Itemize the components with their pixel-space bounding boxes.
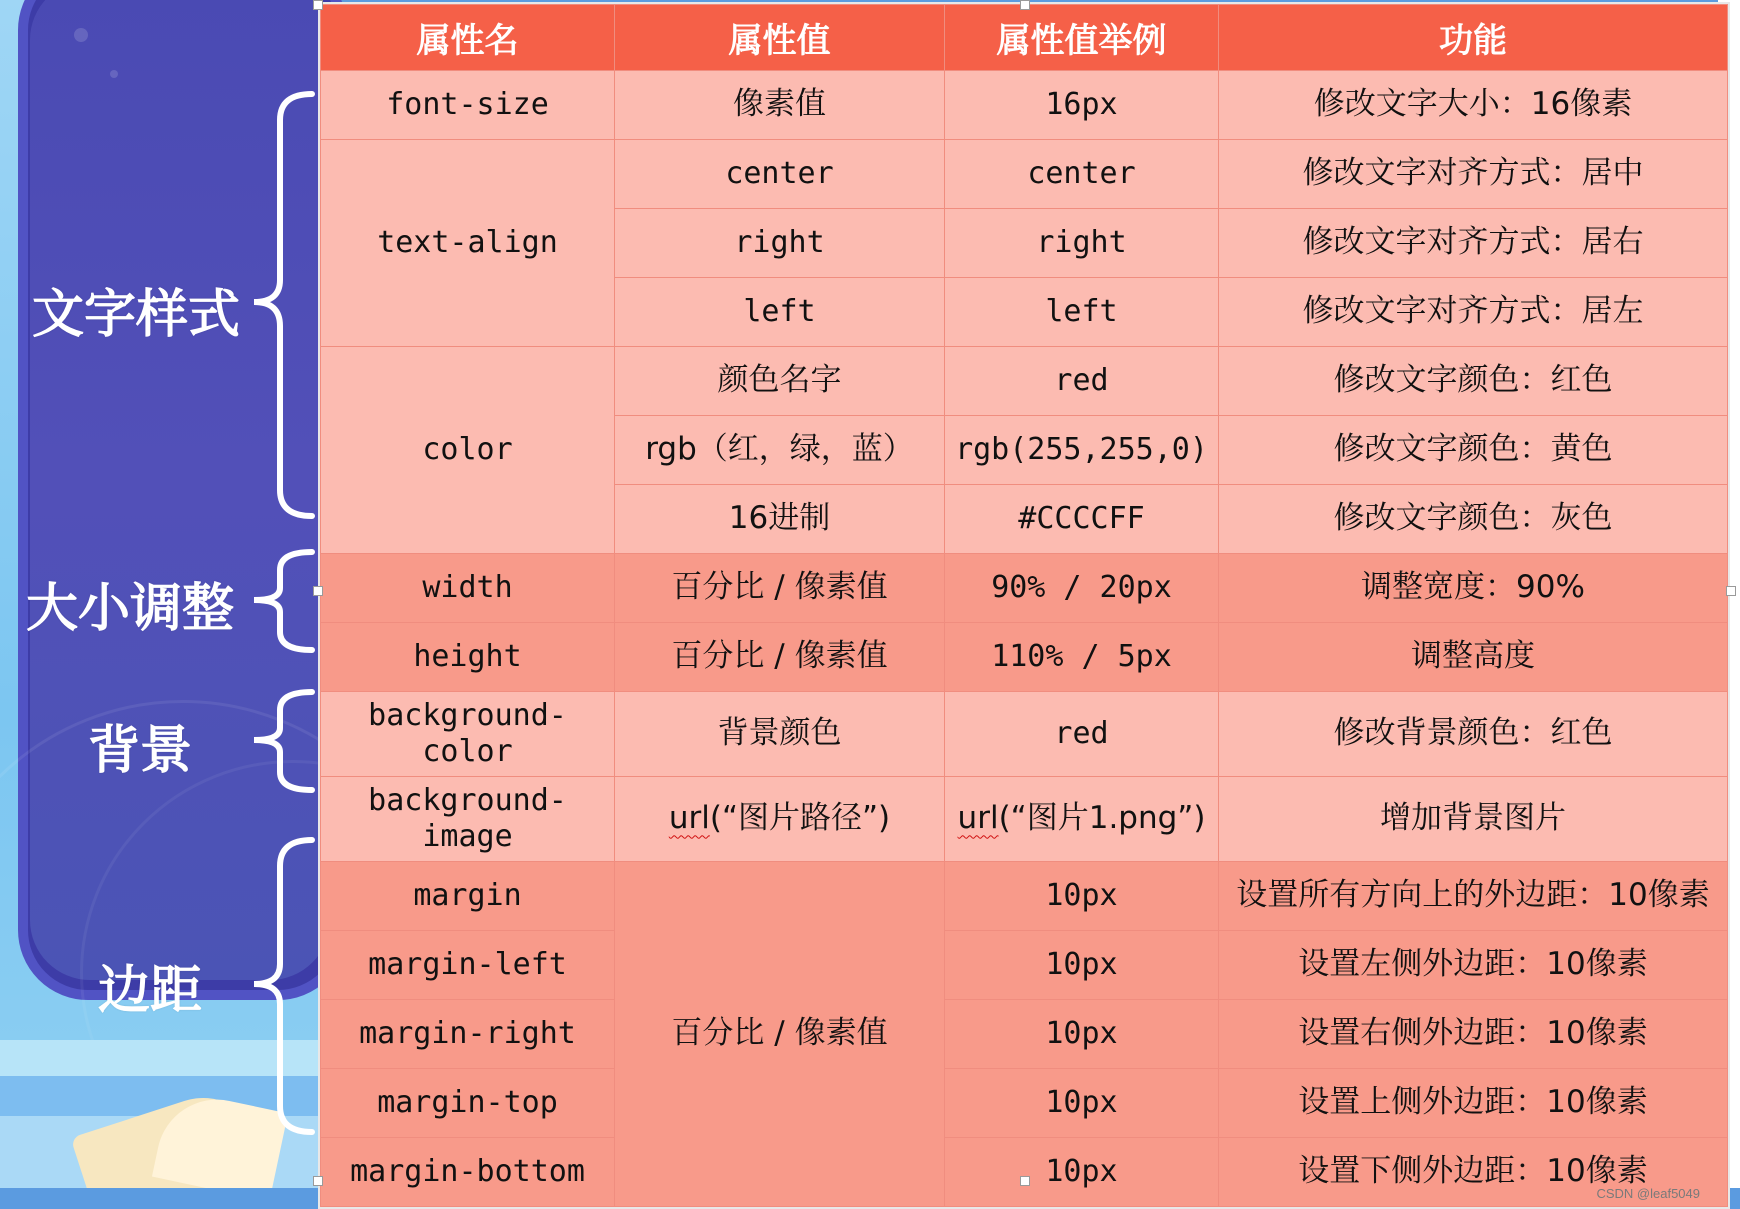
cell-name: font-size — [321, 71, 615, 140]
cell-function: 增加背景图片 — [1219, 777, 1728, 862]
cell-name-line: background- — [368, 698, 567, 733]
cell-example: 10px — [945, 1138, 1219, 1207]
cell-example: red — [945, 347, 1219, 416]
cell-function: 设置左侧外边距：10像素 — [1219, 931, 1728, 1000]
cell-function: 修改文字对齐方式：居左 — [1219, 278, 1728, 347]
cell-value: 像素值 — [615, 71, 945, 140]
table-row — [321, 71, 1728, 140]
cell-name: margin — [321, 862, 615, 931]
cell-example: #CCCCFF — [945, 485, 1219, 554]
cell-function: 设置上侧外边距：10像素 — [1219, 1069, 1728, 1138]
header-function: 功能 — [1219, 5, 1728, 71]
cell-name: width — [321, 554, 615, 623]
cell-function: 修改文字颜色：红色 — [1219, 347, 1728, 416]
url-argument: (“图片1.png”) — [998, 800, 1206, 837]
url-keyword: url — [957, 800, 999, 837]
table-row — [321, 554, 1728, 623]
decorative-dot — [110, 70, 118, 78]
cell-name-line: background- — [368, 783, 567, 818]
table-row — [321, 1138, 1728, 1207]
cell-function: 设置右侧外边距：10像素 — [1219, 1000, 1728, 1069]
table-row — [321, 623, 1728, 692]
resize-handle[interactable] — [1726, 586, 1736, 596]
decorative-dot — [74, 28, 88, 42]
cell-name: margin-top — [321, 1069, 615, 1138]
header-property-value: 属性值 — [615, 5, 945, 71]
cell-function: 调整宽度：90% — [1219, 554, 1728, 623]
cell-example: right — [945, 209, 1219, 278]
cell-example: 10px — [945, 931, 1219, 1000]
cell-value: center — [615, 140, 945, 209]
table-row — [321, 777, 1728, 862]
cell-name: color — [321, 347, 615, 554]
cell-example: center — [945, 140, 1219, 209]
cell-function: 修改文字对齐方式：居右 — [1219, 209, 1728, 278]
cell-name: height — [321, 623, 615, 692]
cell-function: 修改文字颜色：黄色 — [1219, 416, 1728, 485]
cell-name: text-align — [321, 140, 615, 347]
resize-handle[interactable] — [313, 0, 323, 10]
cell-name: margin-bottom — [321, 1138, 615, 1207]
table-row — [321, 1069, 1728, 1138]
table-row — [321, 1000, 1728, 1069]
brace-icon — [246, 836, 316, 1136]
cell-function: 修改文字对齐方式：居中 — [1219, 140, 1728, 209]
cell-value: left — [615, 278, 945, 347]
cell-name-line: image — [422, 819, 513, 854]
resize-handle[interactable] — [1020, 1176, 1030, 1186]
cell-function: 设置所有方向上的外边距：10像素 — [1219, 862, 1728, 931]
cell-name: margin-right — [321, 1000, 615, 1069]
cell-function: 设置下侧外边距：10像素 — [1219, 1138, 1728, 1207]
table-row — [321, 862, 1728, 931]
cell-function: 调整高度 — [1219, 623, 1728, 692]
cell-function: 修改文字大小：16像素 — [1219, 71, 1728, 140]
css-property-table — [318, 2, 1730, 1209]
table-row — [321, 931, 1728, 1000]
category-size: 大小调整 — [26, 579, 235, 639]
category-background: 背景 — [88, 721, 193, 781]
resize-handle[interactable] — [313, 1176, 323, 1186]
cell-value: 颜色名字 — [615, 347, 945, 416]
watermark: CSDN @leaf5049 — [1596, 1186, 1700, 1201]
cell-example — [945, 777, 1219, 862]
cell-example: left — [945, 278, 1219, 347]
table-row — [321, 692, 1728, 777]
cell-example: 10px — [945, 862, 1219, 931]
url-keyword: url — [668, 800, 710, 837]
cell-value: 背景颜色 — [615, 692, 945, 777]
cell-name: margin-left — [321, 931, 615, 1000]
property-table — [320, 4, 1728, 1207]
cell-example: red — [945, 692, 1219, 777]
url-argument: (“图片路径”) — [709, 800, 891, 837]
cell-value: 百分比 / 像素值 — [615, 554, 945, 623]
cell-example: 110% / 5px — [945, 623, 1219, 692]
brace-icon — [246, 90, 316, 520]
header-value-example: 属性值举例 — [945, 5, 1219, 71]
cell-name — [321, 692, 615, 777]
table-header-row — [321, 5, 1728, 71]
table-row — [321, 140, 1728, 209]
cell-value: 百分比 / 像素值 — [615, 862, 945, 1207]
brace-icon — [246, 548, 316, 654]
cell-value: 百分比 / 像素值 — [615, 623, 945, 692]
table-row — [321, 347, 1728, 416]
cell-function: 修改背景颜色：红色 — [1219, 692, 1728, 777]
cell-example: 10px — [945, 1000, 1219, 1069]
cell-function: 修改文字颜色：灰色 — [1219, 485, 1728, 554]
category-margin: 边距 — [98, 961, 203, 1021]
cell-example: 10px — [945, 1069, 1219, 1138]
cell-example: rgb(255,255,0) — [945, 416, 1219, 485]
cell-example: 90% / 20px — [945, 554, 1219, 623]
cell-value: 16进制 — [615, 485, 945, 554]
cell-value — [615, 777, 945, 862]
cell-name — [321, 777, 615, 862]
brace-icon — [246, 688, 316, 794]
header-property-name: 属性名 — [321, 5, 615, 71]
cell-example: 16px — [945, 71, 1219, 140]
cell-value: rgb（红，绿，蓝） — [615, 416, 945, 485]
cell-name-line: color — [422, 734, 513, 769]
resize-handle[interactable] — [1020, 0, 1030, 10]
cell-value: right — [615, 209, 945, 278]
resize-handle[interactable] — [313, 586, 323, 596]
category-text-style: 文字样式 — [32, 285, 241, 345]
